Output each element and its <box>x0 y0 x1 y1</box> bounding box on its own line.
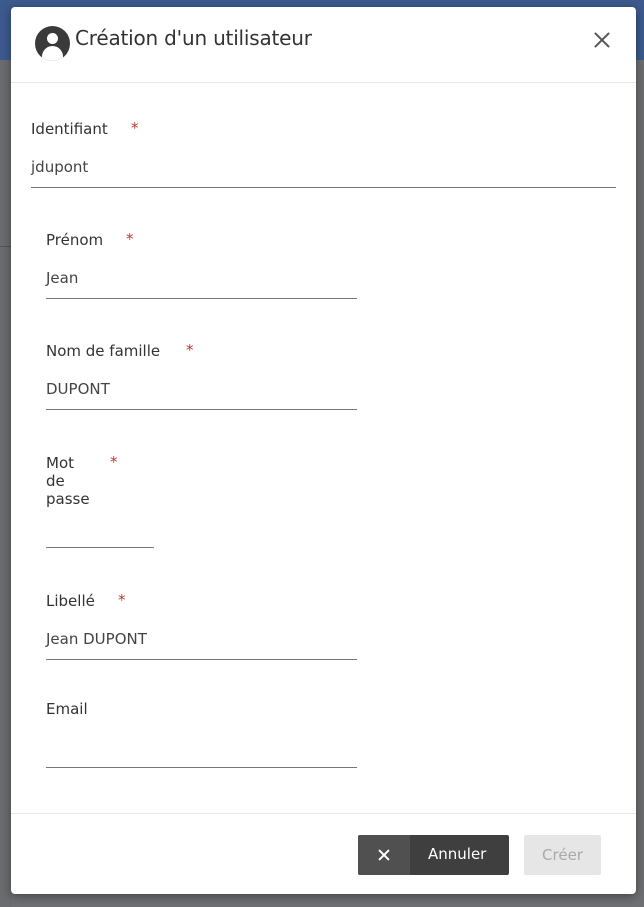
password-label: passe <box>46 490 90 508</box>
prenom-field <box>46 231 357 301</box>
email-field <box>46 700 357 770</box>
cancel-icon-box <box>358 835 410 875</box>
required-marker: * <box>126 230 134 248</box>
close-icon[interactable] <box>589 27 615 53</box>
create-user-dialog <box>11 7 636 894</box>
nom-input[interactable]: DUPONT <box>46 380 110 398</box>
nom-label: Nom de famille <box>46 342 161 360</box>
password-field <box>46 454 156 554</box>
password-label: de <box>46 472 65 490</box>
libelle-label: Libellé <box>46 592 95 610</box>
identifiant-field <box>31 120 616 190</box>
required-marker: * <box>131 119 139 137</box>
identifiant-label: Identifiant <box>31 120 108 138</box>
dialog-title: Création d'un utilisateur <box>75 26 312 50</box>
password-label: Mot <box>46 454 75 472</box>
prenom-label: Prénom <box>46 231 104 249</box>
libelle-field <box>46 592 357 662</box>
nom-field <box>46 342 357 412</box>
cancel-button-label: Annuler <box>428 845 487 863</box>
x-icon <box>376 847 392 863</box>
required-marker: * <box>110 453 118 471</box>
input-underline <box>31 187 616 188</box>
user-circle-icon <box>35 26 70 61</box>
required-marker: * <box>186 341 194 359</box>
libelle-input[interactable]: Jean DUPONT <box>46 630 147 648</box>
input-underline <box>46 298 357 299</box>
email-label: Email <box>46 700 88 718</box>
create-button[interactable]: Créer <box>524 835 601 875</box>
input-underline <box>46 659 357 660</box>
identifiant-input[interactable]: jdupont <box>31 158 89 176</box>
required-marker: * <box>118 591 126 609</box>
dialog-header <box>11 7 636 83</box>
prenom-input[interactable]: Jean <box>46 269 79 287</box>
cancel-button[interactable] <box>358 835 509 875</box>
input-underline <box>46 409 357 410</box>
input-underline <box>46 767 357 768</box>
dialog-footer <box>11 813 636 894</box>
input-underline <box>46 547 154 548</box>
